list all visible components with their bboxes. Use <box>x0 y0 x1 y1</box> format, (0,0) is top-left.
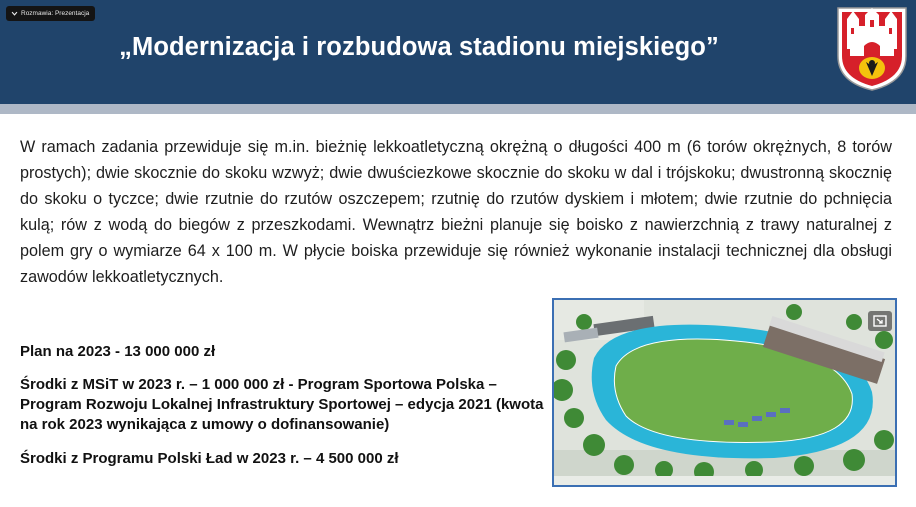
stadium-image <box>554 300 895 485</box>
expand-image-button[interactable] <box>868 311 892 331</box>
description-paragraph: W ramach zadania przewiduje się m.in. bieżnię lekkoatletyczną okrężną o długości 400 m (6 torów okrężnych, 8 torów prostych); dwie skocznie do skoku wzwyż; dwie dwuściezkowe skocznie do skoku w dal i trójskoku; dwustronną skocznię do skoku o tyczce; dwie rzutnie do rzutów oszczepem; rzutnię do rzutów dyskiem i młotem; dwie rzutnie do pchnięcia kulą; rów z wodą do biegów z przeszkodami. Wewnątrz bieżni planuje się boisko z nawierzchnią z trawy naturalnej z polem gry o wymiarze 64 x 100 m. W płycie boiska przewiduje się również wykonanie instalacji technicznej dla obsługi zawodów lekkoatletycznych. <box>20 138 892 286</box>
budget-polski-lad: Środki z Programu Polski Ład w 2023 r. – 4 500 000 zł <box>20 450 399 467</box>
stadium-visualization <box>552 298 897 487</box>
budget-msit: Środki z MSiT w 2023 r. – 1 000 000 zł - Program Sportowa Polska – Program Rozwoju Lokalnej Infrastruktury Sportowej – edycja 2021 (kwota na rok 2023 wynikająca z umowy o dofinansowanie) <box>20 376 544 433</box>
coat-of-arms-icon <box>836 6 908 92</box>
presentation-menu-button[interactable] <box>6 6 95 21</box>
expand-icon <box>873 315 887 327</box>
chevron-down-icon <box>11 10 18 17</box>
slide-title: „Modernizacja i rozbudowa stadionu miejskiego” <box>119 33 719 61</box>
budget-plan: Plan na 2023 - 13 000 000 zł <box>20 343 216 360</box>
header-stripe <box>0 104 916 114</box>
presentation-label: Rozmawia: Prezentacja <box>21 10 90 17</box>
